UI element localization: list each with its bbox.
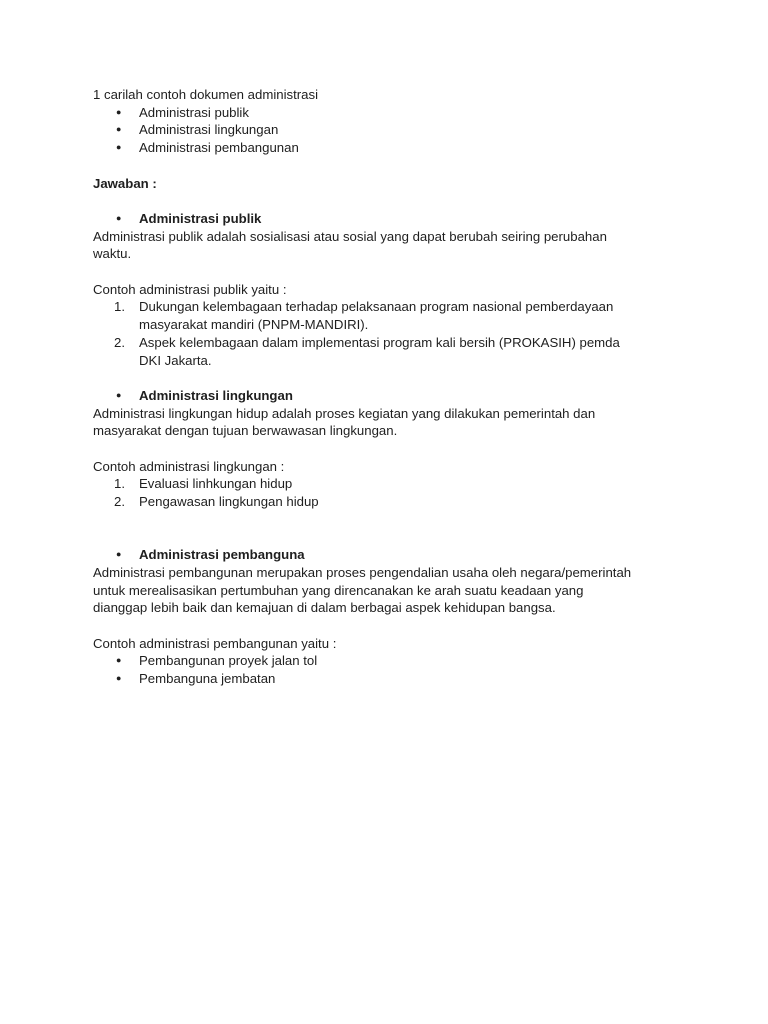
list-number: 2. <box>114 334 125 350</box>
list-item-text: Evaluasi linhkungan hidup <box>139 476 293 492</box>
bullet-icon: ● <box>116 549 122 560</box>
list-number: 2. <box>114 494 125 510</box>
list-item-text: Administrasi lingkungan <box>139 122 279 138</box>
description-line: masyarakat dengan tujuan berwawasan lingkungan. <box>93 423 398 439</box>
examples-label: Contoh administrasi pembangunan yaitu : <box>93 635 337 651</box>
examples-list <box>93 298 683 369</box>
description-line: dianggap lebih baik dan kemajuan di dalam berbagai aspek kehidupan bangsa. <box>93 600 556 616</box>
list-item-text: Pembanguna jembatan <box>139 671 276 687</box>
list-item <box>93 493 683 511</box>
description-line: Administrasi publik adalah sosialisasi atau sosial yang dapat berubah seiring perubahan <box>93 228 607 244</box>
section-heading-text: Administrasi publik <box>139 210 262 226</box>
bullet-icon: ● <box>116 212 122 223</box>
list-item <box>93 139 683 157</box>
list-item-text: DKI Jakarta. <box>139 352 212 368</box>
list-item <box>93 670 683 688</box>
spacer <box>93 617 683 635</box>
section-heading <box>93 210 683 228</box>
question-text: 1 carilah contoh dokumen administrasi <box>93 87 319 102</box>
list-item-text: Administrasi pembangunan <box>139 140 299 156</box>
list-item <box>93 652 683 670</box>
list-item-text: Pengawasan lingkungan hidup <box>139 494 319 510</box>
list-item-text: Dukungan kelembagaan terhadap pelaksanaan program nasional pemberdayaan <box>139 299 614 315</box>
description-line: waktu. <box>93 246 132 262</box>
examples-label: Contoh administrasi publik yaitu : <box>93 281 287 297</box>
list-number: 1. <box>114 299 125 315</box>
list-item <box>93 298 683 333</box>
spacer <box>93 263 683 281</box>
bullet-icon: ● <box>116 673 122 684</box>
examples-list <box>93 652 683 687</box>
list-item <box>93 121 683 139</box>
answer-label: Jawaban : <box>93 175 157 191</box>
list-item-text: Pembangunan proyek jalan tol <box>139 653 318 669</box>
list-item <box>93 334 683 369</box>
list-number: 1. <box>114 476 125 492</box>
section-heading-text: Administrasi pembanguna <box>139 547 305 563</box>
spacer <box>93 192 683 210</box>
description-line: Administrasi pembangunan merupakan proses pengendalian usaha oleh negara/pemerintah <box>93 564 632 580</box>
list-item <box>93 475 683 493</box>
spacer <box>93 157 683 175</box>
bullet-icon: ● <box>116 389 122 400</box>
spacer <box>93 528 683 546</box>
description-line: Administrasi lingkungan hidup adalah proses kegiatan yang dilakukan pemerintah dan <box>93 405 596 421</box>
section-heading-text: Administrasi lingkungan <box>139 387 293 403</box>
section-heading <box>93 546 683 564</box>
description-line: untuk merealisasikan pertumbuhan yang direncanakan ke arah suatu keadaan yang <box>93 582 584 598</box>
list-item <box>93 104 683 122</box>
spacer <box>93 511 683 529</box>
list-item-text: masyarakat mandiri (PNPM-MANDIRI). <box>139 317 369 333</box>
question-list <box>93 104 683 157</box>
spacer <box>93 440 683 458</box>
spacer <box>93 369 683 387</box>
document-page <box>93 86 683 688</box>
bullet-icon: ● <box>116 142 122 153</box>
list-item-text: Aspek kelembagaan dalam implementasi program kali bersih (PROKASIH) pemda <box>139 334 620 350</box>
examples-label: Contoh administrasi lingkungan : <box>93 458 285 474</box>
bullet-icon: ● <box>116 106 122 117</box>
bullet-icon: ● <box>116 124 122 135</box>
section-heading <box>93 387 683 405</box>
list-item-text: Administrasi publik <box>139 104 249 120</box>
bullet-icon: ● <box>116 655 122 666</box>
examples-list <box>93 475 683 510</box>
